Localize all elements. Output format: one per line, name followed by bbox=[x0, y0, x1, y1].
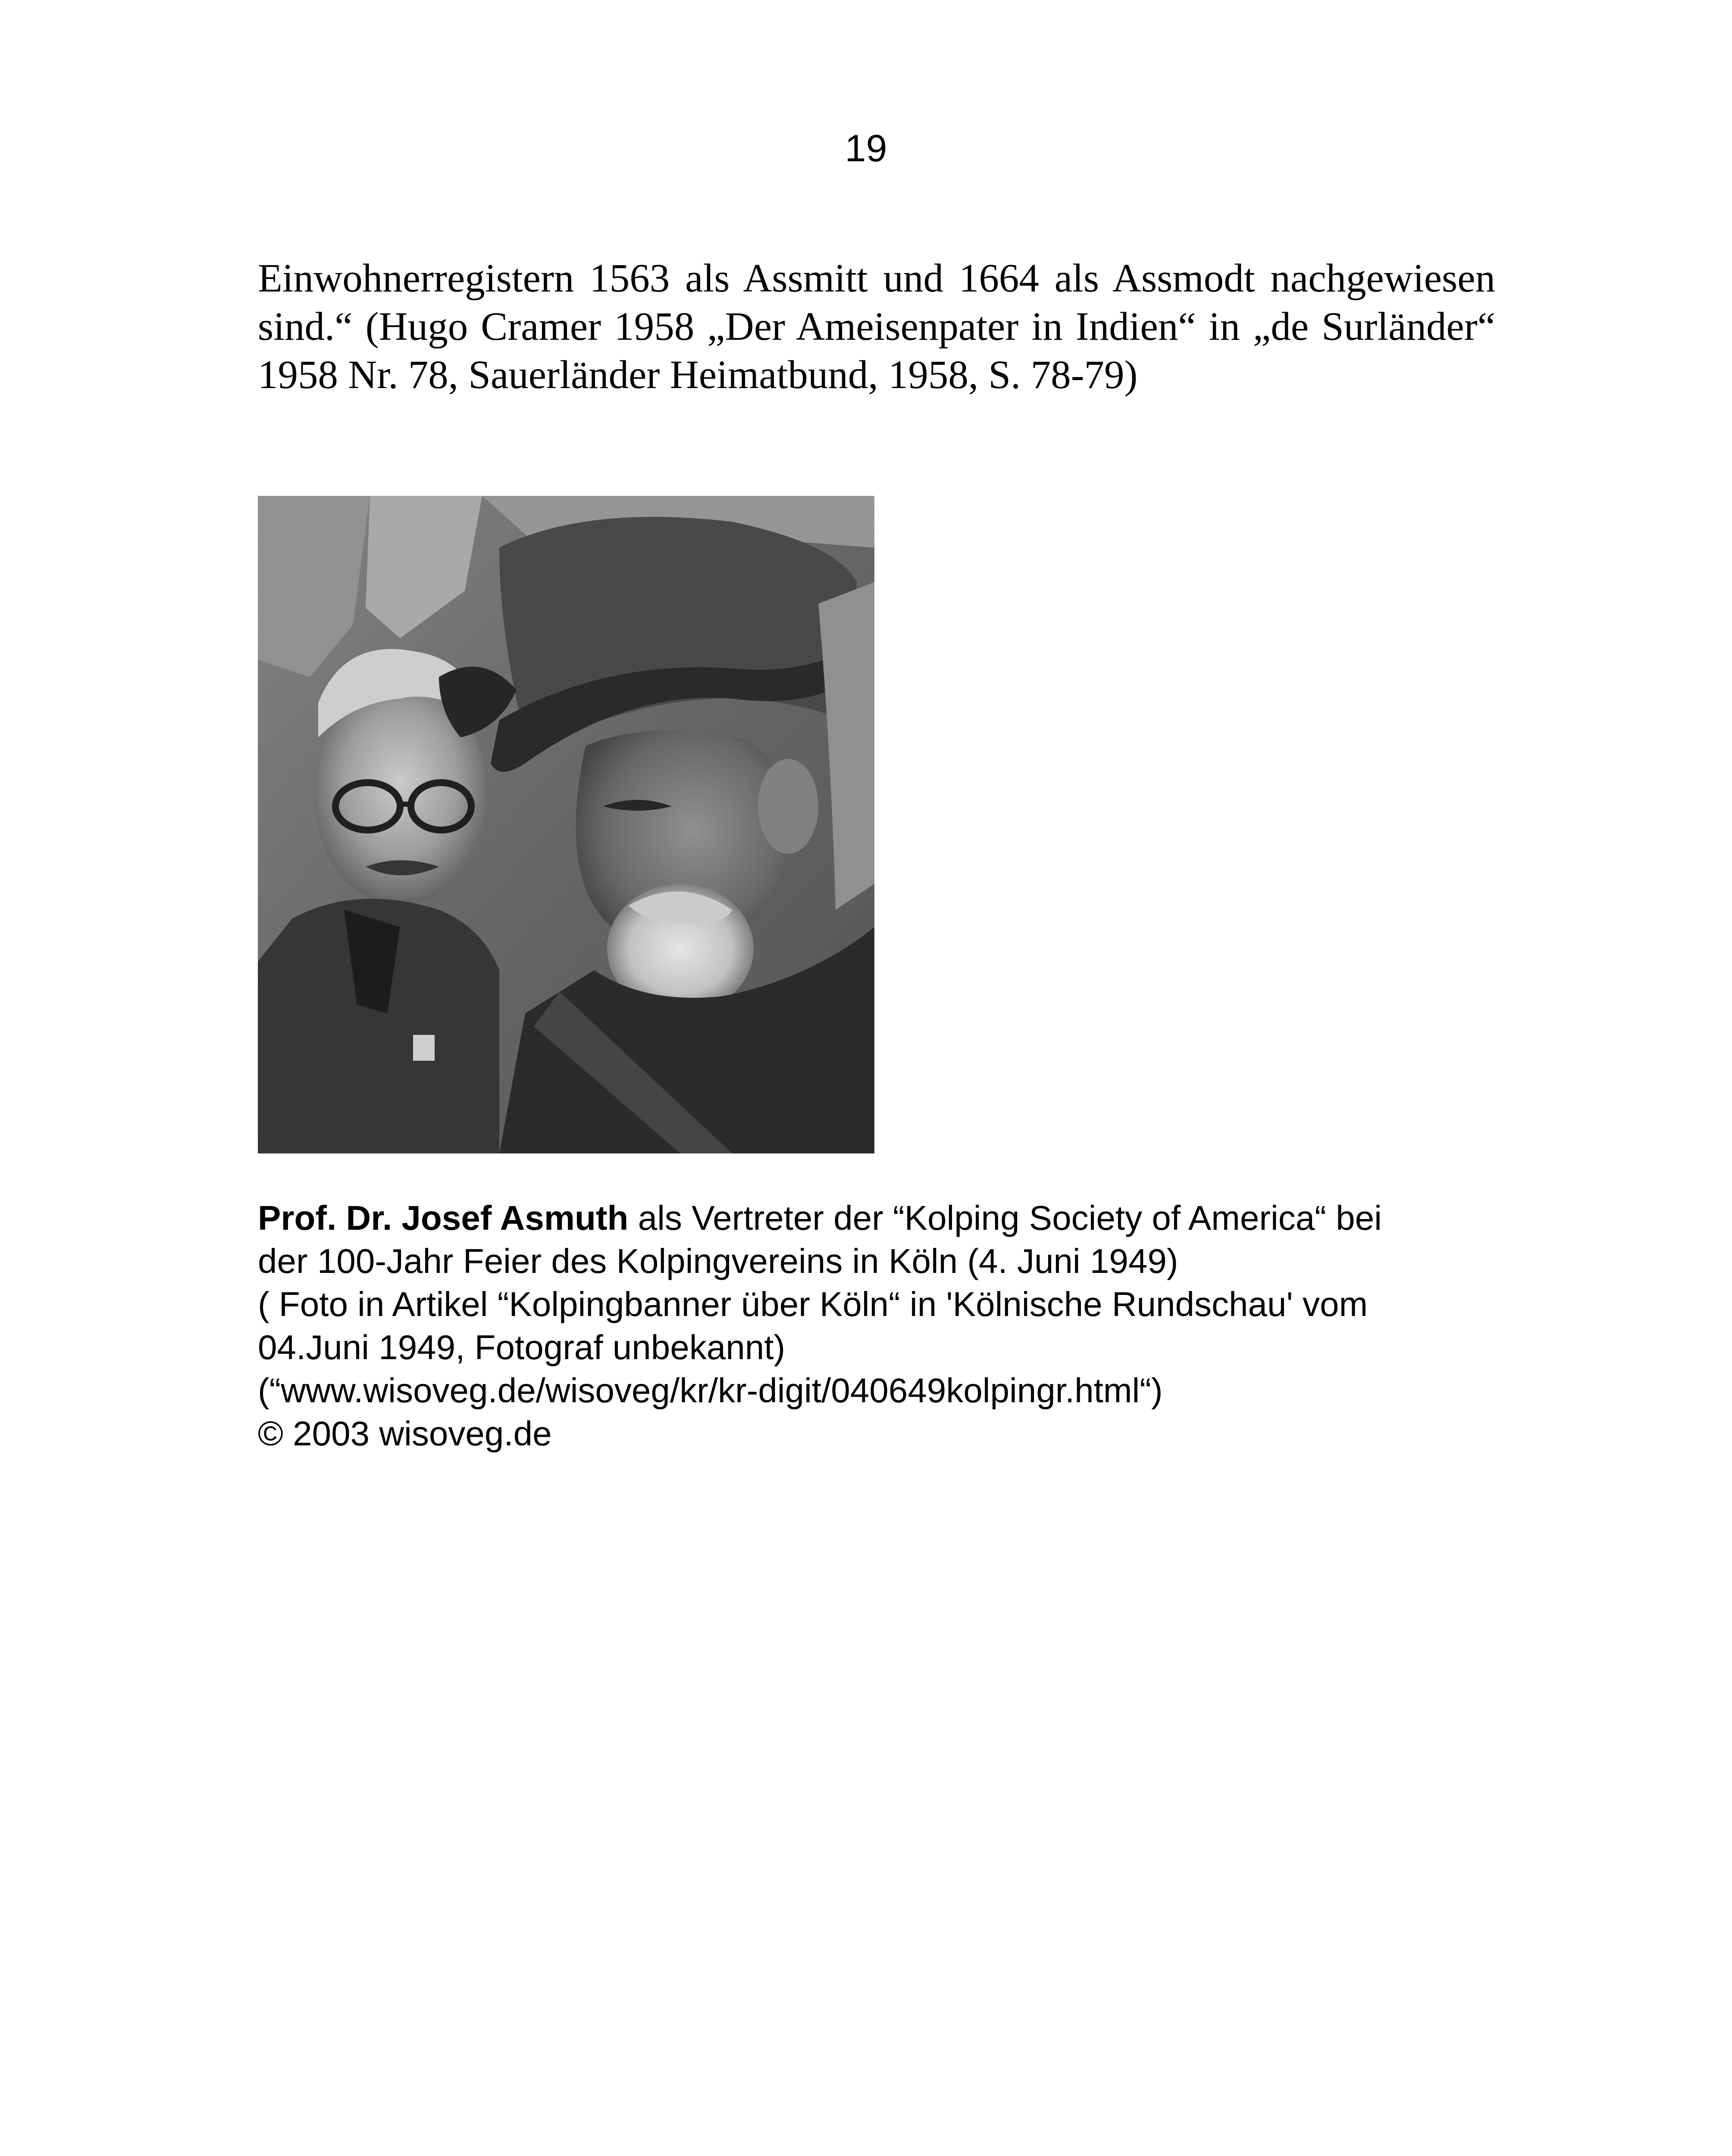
caption-line: ( Foto in Artikel “Kolpingbanner über Köln“ in 'Kölnische Rundschau' vom bbox=[258, 1285, 1368, 1323]
caption-source-url: (“www.wisoveg.de/wisoveg/kr/kr-digit/040649kolpingr.html“) bbox=[258, 1371, 1163, 1410]
photo-image bbox=[258, 496, 874, 1153]
paragraph-line: sind.“ (Hugo Cramer 1958 „Der Ameisenpater in Indien“ in „de Surländer“ bbox=[258, 304, 1495, 349]
paragraph-line: 1958 Nr. 78, Sauerländer Heimatbund, 1958, S. 78-79) bbox=[258, 353, 1138, 397]
historic-photo bbox=[258, 496, 874, 1153]
body-paragraph bbox=[258, 254, 1495, 399]
photo-caption bbox=[258, 1197, 1508, 1455]
caption-name: Prof. Dr. Josef Asmuth bbox=[258, 1199, 629, 1237]
caption-line: 04.Juni 1949, Fotograf unbekannt) bbox=[258, 1328, 786, 1366]
caption-line bbox=[258, 1197, 1508, 1240]
caption-text: als Vertreter der “Kolping Society of America“ bei bbox=[628, 1199, 1382, 1237]
caption-line: der 100-Jahr Feier des Kolpingvereins in Köln (4. Juni 1949) bbox=[258, 1242, 1178, 1280]
paragraph-line: Einwohnerregistern 1563 als Assmitt und 1664 als Assmodt nachgewiesen bbox=[258, 256, 1495, 301]
caption-copyright: © 2003 wisoveg.de bbox=[258, 1414, 552, 1453]
page-number: 19 bbox=[845, 127, 887, 169]
